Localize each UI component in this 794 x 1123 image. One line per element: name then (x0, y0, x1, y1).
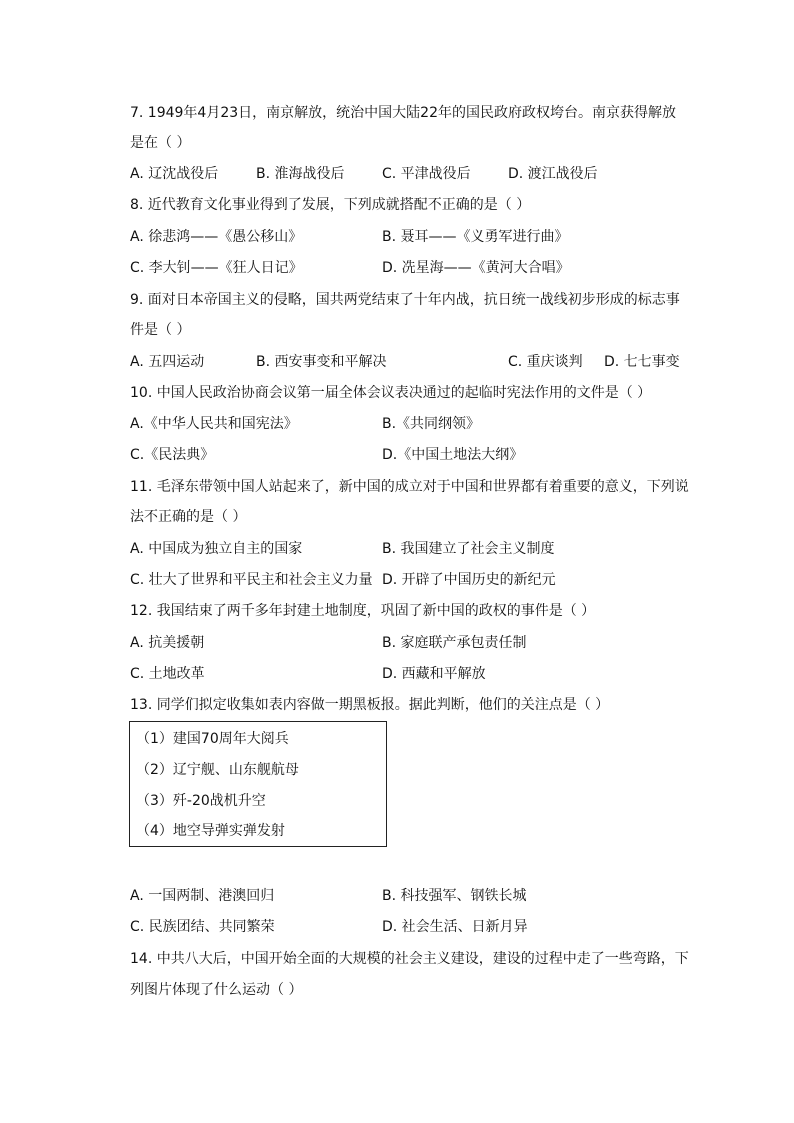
question-12-option-d: D. 西藏和平解放 (382, 666, 486, 682)
question-8-text: 8. 近代教育文化事业得到了发展，下列成就搭配不正确的是（ ） (130, 197, 531, 213)
question-12-option-c: C. 土地改革 (130, 666, 205, 682)
question-14-text: 14. 中共八大后，中国开始全面的大规模的社会主义建设，建设的过程中走了一些弯路，下 (130, 951, 689, 967)
question-9-option-c: C. 重庆谈判 (508, 354, 583, 370)
question-11-text-cont: 法不正确的是（ ） (130, 509, 247, 525)
question-9-text: 9. 面对日本帝国主义的侵略，国共两党结束了十年内战，抗日统一战线初步形成的标志事 (130, 292, 680, 308)
question-10-option-c: C.《民法典》 (130, 447, 215, 463)
question-13-option-d: D. 社会生活、日新月异 (382, 919, 528, 935)
question-9-text-cont: 件是（ ） (130, 322, 191, 338)
question-13-option-b: B. 科技强军、钢铁长城 (382, 888, 527, 904)
question-11-option-c: C. 壮大了世界和平民主和社会主义力量 (130, 572, 373, 588)
question-8-option-b: B. 聂耳——《义勇军进行曲》 (382, 229, 569, 245)
question-13-table (129, 721, 387, 847)
question-12-option-a: A. 抗美援朝 (130, 635, 205, 651)
table-row: （1）建国70周年大阅兵 (136, 731, 289, 747)
question-10-option-b: B.《共同纲领》 (382, 416, 481, 432)
question-12-option-b: B. 家庭联产承包责任制 (382, 635, 527, 651)
question-7-option-d: D. 渡江战役后 (508, 166, 598, 182)
question-9-option-b: B. 西安事变和平解决 (256, 354, 387, 370)
question-11-text: 11. 毛泽东带领中国人站起来了，新中国的成立对于中国和世界都有着重要的意义，下列说 (130, 479, 689, 495)
table-row: （3）歼-20战机升空 (136, 793, 266, 809)
question-8-option-a: A. 徐悲鸿——《愚公移山》 (130, 229, 303, 245)
question-9-option-d: D. 七七事变 (604, 354, 680, 370)
question-10-text: 10. 中国人民政治协商会议第一届全体会议表决通过的起临时宪法作用的文件是（ ） (130, 385, 652, 401)
question-14-text-cont: 列图片体现了什么运动（ ） (130, 982, 303, 998)
question-13-text: 13. 同学们拟定收集如表内容做一期黑板报。据此判断，他们的关注点是（ ） (130, 697, 610, 713)
question-13-option-a: A. 一国两制、港澳回归 (130, 888, 275, 904)
question-11-option-a: A. 中国成为独立自主的国家 (130, 541, 303, 557)
question-7-option-c: C. 平津战役后 (382, 166, 471, 182)
question-12-text: 12. 我国结束了两千多年封建土地制度，巩固了新中国的政权的事件是（ ） (130, 603, 596, 619)
question-7-option-a: A. 辽沈战役后 (130, 166, 219, 182)
question-10-option-a: A.《中华人民共和国宪法》 (130, 416, 298, 432)
question-7-text-cont: 是在（ ） (130, 135, 191, 151)
table-row: （2）辽宁舰、山东舰航母 (136, 762, 299, 778)
question-10-option-d: D.《中国土地法大纲》 (382, 447, 524, 463)
question-8-option-c: C. 李大钊——《狂人日记》 (130, 260, 303, 276)
question-8-option-d: D. 冼星海——《黄河大合唱》 (382, 260, 570, 276)
question-11-option-d: D. 开辟了中国历史的新纪元 (382, 572, 556, 588)
question-13-option-c: C. 民族团结、共同繁荣 (130, 919, 275, 935)
question-9-option-a: A. 五四运动 (130, 354, 205, 370)
question-7-option-b: B. 淮海战役后 (256, 166, 345, 182)
table-row: （4）地空导弹实弹发射 (136, 823, 285, 839)
question-7-text: 7. 1949年4月23日，南京解放，统治中国大陆22年的国民政府政权垮台。南京获得解放 (130, 105, 676, 121)
question-11-option-b: B. 我国建立了社会主义制度 (382, 541, 555, 557)
